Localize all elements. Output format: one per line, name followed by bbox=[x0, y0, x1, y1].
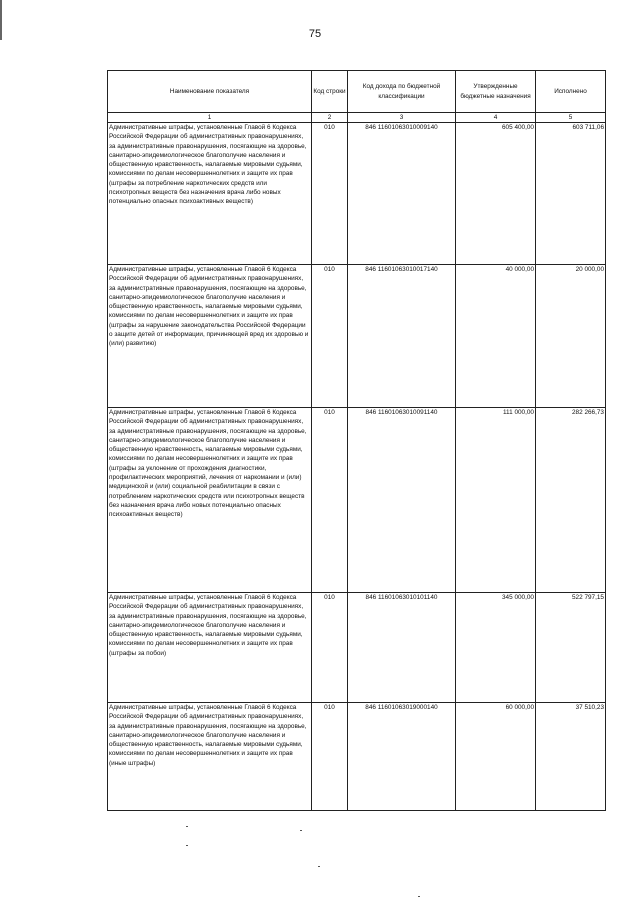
table-row bbox=[108, 593, 606, 703]
header-approved: Утвержденные бюджетные назначения bbox=[456, 71, 536, 113]
header-indicator-name: Наименование показателя bbox=[108, 71, 312, 113]
column-number: 2 bbox=[312, 113, 348, 123]
income-report-table bbox=[107, 70, 606, 811]
table-row bbox=[108, 703, 606, 811]
column-number-row bbox=[108, 113, 606, 123]
approved-amount: 40 000,00 bbox=[456, 265, 536, 408]
executed-amount: 522 797,15 bbox=[536, 593, 606, 703]
scan-speck bbox=[186, 826, 188, 827]
page-number: 75 bbox=[308, 28, 322, 40]
executed-amount: 603 711,06 bbox=[536, 123, 606, 265]
indicator-name: Административные штрафы, установленные Главой 6 Кодекса Российской Федерации об административных правонарушениях, за административные правонарушения, посягающие на здоровье, санитарно-эпидемиологическое благополучие населения и общественную нравственность, налагаемые мировыми судьями, комиссиями по делам несовершеннолетних и защите их прав (штрафы за уклонение от прохождения диагностики, профилактических мероприятий, лечения от наркомании и (или) медицинской и (или) социальной реабилитации в связи с потреблением наркотических средств или психотропных веществ без назначения врача либо новых потенциально опасных психоактивных веществ) bbox=[108, 408, 312, 593]
indicator-name: Административные штрафы, установленные Главой 6 Кодекса Российской Федерации об административных правонарушениях, за административные правонарушения, посягающие на здоровье, санитарно-эпидемиологическое благополучие населения и общественную нравственность, налагаемые мировыми судьями, комиссиями по делам несовершеннолетних и защите их прав (штрафы за нарушение законодательства Российской Федерации о защите детей от информации, причиняющей вред их здоровью и (или) развитию) bbox=[108, 265, 312, 408]
column-number: 4 bbox=[456, 113, 536, 123]
executed-amount: 20 000,00 bbox=[536, 265, 606, 408]
table-header-row bbox=[108, 71, 606, 113]
line-code: 010 bbox=[312, 265, 348, 408]
line-code: 010 bbox=[312, 593, 348, 703]
table-row bbox=[108, 408, 606, 593]
indicator-name: Административные штрафы, установленные Главой 6 Кодекса Российской Федерации об административных правонарушениях, за административные правонарушения, посягающие на здоровье, санитарно-эпидемиологическое благополучие населения и общественную нравственность, налагаемые мировыми судьями, комиссиями по делам несовершеннолетних и защите их прав (штрафы за побои) bbox=[108, 593, 312, 703]
scan-speck bbox=[318, 866, 320, 867]
income-code: 846 11601063010091140 bbox=[348, 408, 456, 593]
header-line-code: Код строки bbox=[312, 71, 348, 113]
income-code: 846 11601063010101140 bbox=[348, 593, 456, 703]
approved-amount: 60 000,00 bbox=[456, 703, 536, 811]
line-code: 010 bbox=[312, 703, 348, 811]
table-row bbox=[108, 265, 606, 408]
income-code: 846 11601063010017140 bbox=[348, 265, 456, 408]
header-income-code: Код дохода по бюджетной классификации bbox=[348, 71, 456, 113]
approved-amount: 111 000,00 bbox=[456, 408, 536, 593]
income-code: 846 11601063010009140 bbox=[348, 123, 456, 265]
scan-speck bbox=[300, 830, 302, 831]
scan-speck bbox=[186, 845, 188, 846]
scan-speck bbox=[418, 896, 420, 897]
column-number: 1 bbox=[108, 113, 312, 123]
approved-amount: 345 000,00 bbox=[456, 593, 536, 703]
line-code: 010 bbox=[312, 408, 348, 593]
column-number: 3 bbox=[348, 113, 456, 123]
line-code: 010 bbox=[312, 123, 348, 265]
header-executed: Исполнено bbox=[536, 71, 606, 113]
executed-amount: 282 266,73 bbox=[536, 408, 606, 593]
column-number: 5 bbox=[536, 113, 606, 123]
indicator-name: Административные штрафы, установленные Главой 6 Кодекса Российской Федерации об административных правонарушениях, за административные правонарушения, посягающие на здоровье, санитарно-эпидемиологическое благополучие населения и общественную нравственность, налагаемые мировыми судьями, комиссиями по делам несовершеннолетних и защите их прав (иные штрафы) bbox=[108, 703, 312, 811]
executed-amount: 37 510,23 bbox=[536, 703, 606, 811]
indicator-name: Административные штрафы, установленные Главой 6 Кодекса Российской Федерации об административных правонарушениях, за административные правонарушения, посягающие на здоровье, санитарно-эпидемиологическое благополучие населения и общественную нравственность, налагаемые мировыми судьями, комиссиями по делам несовершеннолетних и защите их прав (штрафы за потребление наркотических средств или психотропных веществ без назначения врача либо новых потенциально опасных психоактивных веществ) bbox=[108, 123, 312, 265]
income-code: 846 11601063019000140 bbox=[348, 703, 456, 811]
table-row bbox=[108, 123, 606, 265]
approved-amount: 605 400,00 bbox=[456, 123, 536, 265]
